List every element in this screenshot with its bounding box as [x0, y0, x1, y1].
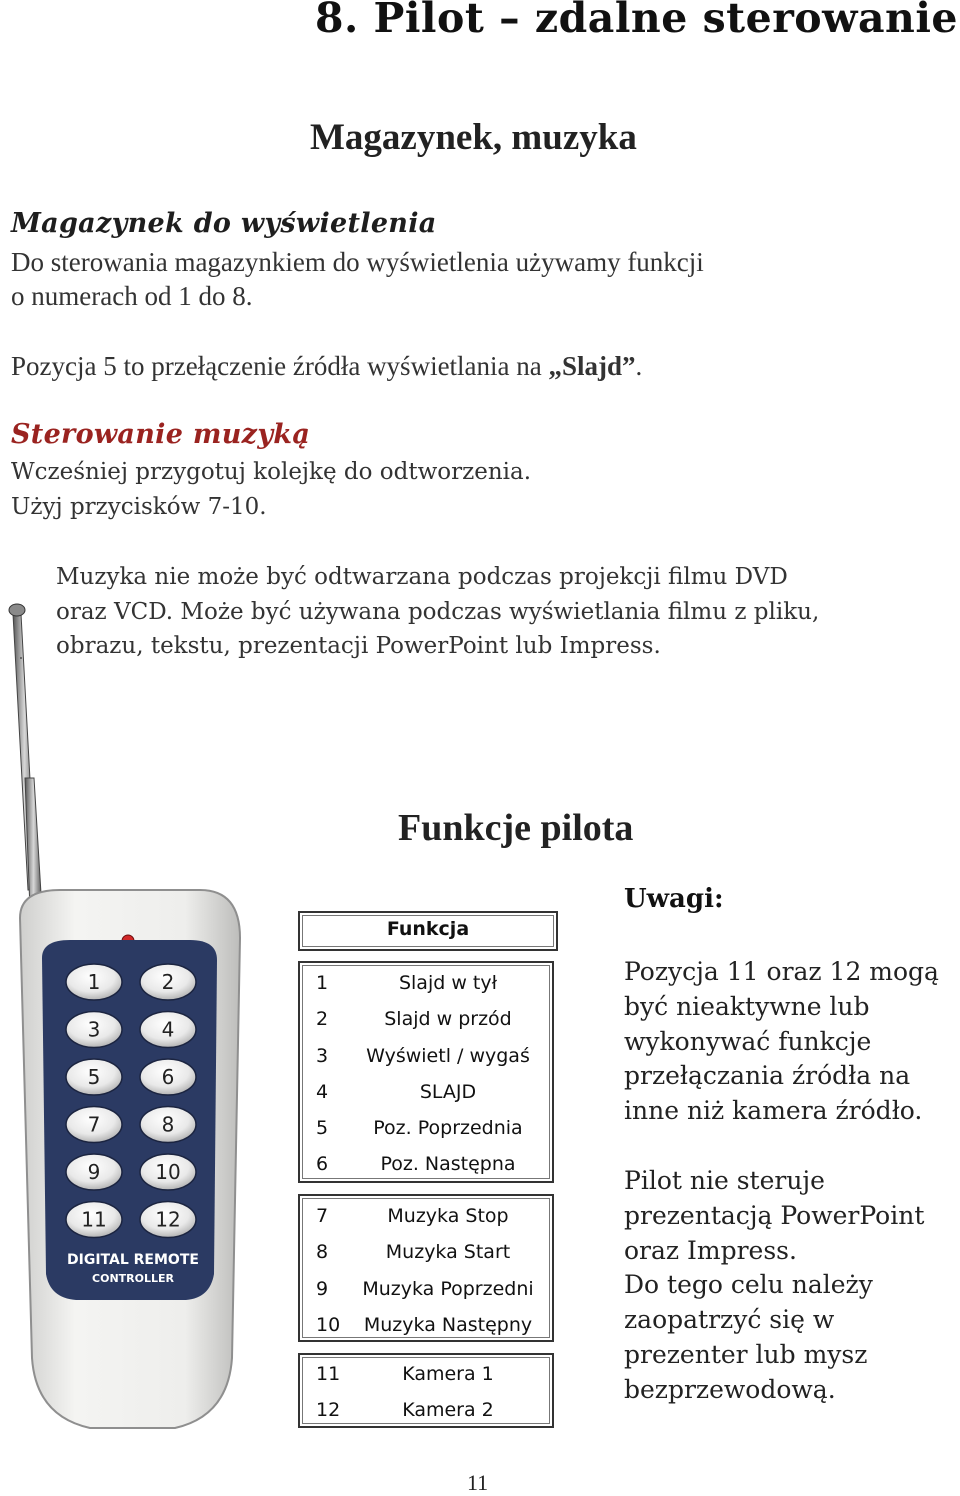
function-label: Slajd w przód	[384, 1008, 512, 1031]
remote-button-label: 8	[161, 1112, 175, 1137]
function-number: 1	[316, 972, 329, 994]
position-note-prefix: Pozycja 5 to przełączenie źródła wyświetlania na	[11, 351, 549, 381]
function-number: 5	[316, 1117, 329, 1140]
antenna-icon	[9, 604, 42, 910]
remote-button-label: 3	[87, 1017, 101, 1042]
function-number: 10	[316, 1313, 341, 1336]
function-number: 6	[316, 1153, 329, 1176]
music-line-2: Użyj przycisków 7-10.	[11, 493, 267, 520]
function-label: Muzyka Poprzedni	[362, 1277, 534, 1300]
function-table-row	[300, 965, 552, 1001]
function-label: Slajd w tył	[398, 972, 498, 994]
notes-p2-line: bezprzewodową.	[624, 1374, 836, 1404]
page-number: 11	[467, 1470, 489, 1495]
remote-button-label: 4	[161, 1017, 175, 1042]
remote-button-label: 5	[87, 1065, 101, 1089]
position-note	[11, 349, 642, 383]
remote-button-label: 2	[161, 970, 175, 994]
notes-p1-line: wykonywać funkcje	[624, 1026, 872, 1056]
notes-p2-line: prezenter lub mysz	[624, 1339, 868, 1369]
music-text	[11, 455, 531, 524]
remote-button-label: 6	[161, 1065, 175, 1089]
magazine-line-1: Do sterowania magazynkiem do wyświetlenia używamy funkcji	[11, 247, 704, 277]
function-table-group-2	[298, 1194, 554, 1342]
magazine-text	[11, 245, 704, 313]
function-label: Muzyka Następny	[363, 1313, 533, 1336]
function-label: Muzyka Stop	[387, 1205, 509, 1227]
remote-brand-line-2: CONTROLLER	[92, 1272, 174, 1285]
position-note-bold: „Slajd”	[548, 351, 636, 381]
function-number: 2	[316, 1008, 329, 1031]
remote-button-label: 7	[87, 1112, 101, 1137]
function-table-row	[300, 1074, 552, 1110]
function-table-row	[300, 1307, 552, 1343]
functions-title: Funkcje pilota	[398, 807, 634, 849]
remote-button-label: 1	[87, 970, 101, 994]
music-note-line-3: obrazu, tekstu, prezentacji PowerPoint lub Impress.	[56, 633, 661, 659]
function-table-row	[300, 1110, 552, 1146]
notes-p1-line: być nieaktywne lub	[624, 991, 870, 1021]
function-table-row	[300, 1392, 552, 1428]
magazine-line-2: o numerach od 1 do 8.	[11, 281, 253, 311]
function-table-header-label: Funkcja	[386, 918, 470, 940]
page-title: 8. Pilot – zdalne sterowanie	[314, 0, 958, 42]
position-note-suffix: .	[635, 351, 643, 381]
notes-p1-line: Pozycja 11 oraz 12 mogą	[624, 957, 939, 986]
function-label: Muzyka Start	[385, 1241, 511, 1264]
function-table-row	[300, 1001, 552, 1037]
function-label: Poz. Następna	[380, 1153, 516, 1176]
function-table-row	[300, 1198, 552, 1234]
function-table-row	[300, 1234, 552, 1270]
music-note-line-1: Muzyka nie może być odtwarzana podczas projekcji filmu DVD	[56, 564, 788, 590]
function-number: 12	[316, 1399, 341, 1422]
function-table-header	[298, 911, 558, 951]
function-table-row	[300, 1038, 552, 1074]
function-number: 11	[316, 1363, 341, 1385]
function-table-row	[300, 1146, 552, 1182]
function-number: 9	[316, 1277, 329, 1300]
function-table-group-3	[298, 1353, 554, 1428]
notes-p2-line: prezentacją PowerPoint	[624, 1200, 925, 1230]
function-label: SLAJD	[419, 1080, 477, 1103]
function-number: 3	[316, 1044, 329, 1067]
music-note-line-2: oraz VCD. Może być używana podczas wyświetlania filmu z pliku,	[56, 598, 820, 625]
notes-p2-line: Pilot nie steruje	[624, 1166, 825, 1195]
notes-p1-line: przełączania źródła na	[624, 1061, 911, 1091]
function-label: Wyświetl / wygaś	[366, 1044, 530, 1067]
page-subtitle: Magazynek, muzyka	[310, 117, 637, 158]
function-number: 7	[316, 1205, 329, 1227]
magazine-heading: Magazynek do wyświetlenia	[11, 208, 437, 239]
notes-paragraph-2	[624, 1164, 924, 1408]
music-heading: Sterowanie muzyką	[11, 419, 311, 450]
notes-p2-line: Do tego celu należy	[624, 1270, 873, 1300]
notes-p2-line: oraz Impress.	[624, 1235, 797, 1265]
notes-heading: Uwagi:	[624, 884, 724, 914]
remote-brand-line-1: DIGITAL REMOTE	[67, 1252, 199, 1268]
remote-button-label: 9	[87, 1160, 101, 1184]
function-table-row	[300, 1271, 552, 1307]
function-number: 4	[316, 1080, 329, 1103]
notes-p2-line: zaopatrzyć się w	[624, 1305, 835, 1335]
remote-button-label: 11	[81, 1207, 107, 1232]
function-table-row	[300, 1356, 552, 1392]
music-line-1: Wcześniej przygotuj kolejkę do odtworzenia.	[11, 459, 532, 485]
function-number: 8	[316, 1241, 329, 1264]
remote-control-image	[0, 598, 260, 1468]
remote-button-label: 10	[155, 1160, 181, 1184]
notes-paragraph-1	[624, 955, 939, 1129]
function-table-group-1	[298, 961, 554, 1183]
remote-button-label: 12	[155, 1207, 181, 1232]
function-label: Poz. Poprzednia	[373, 1117, 523, 1140]
function-label: Kamera 1	[402, 1363, 494, 1385]
function-label: Kamera 2	[402, 1399, 494, 1422]
notes-p1-line: inne niż kamera źródło.	[624, 1096, 923, 1126]
